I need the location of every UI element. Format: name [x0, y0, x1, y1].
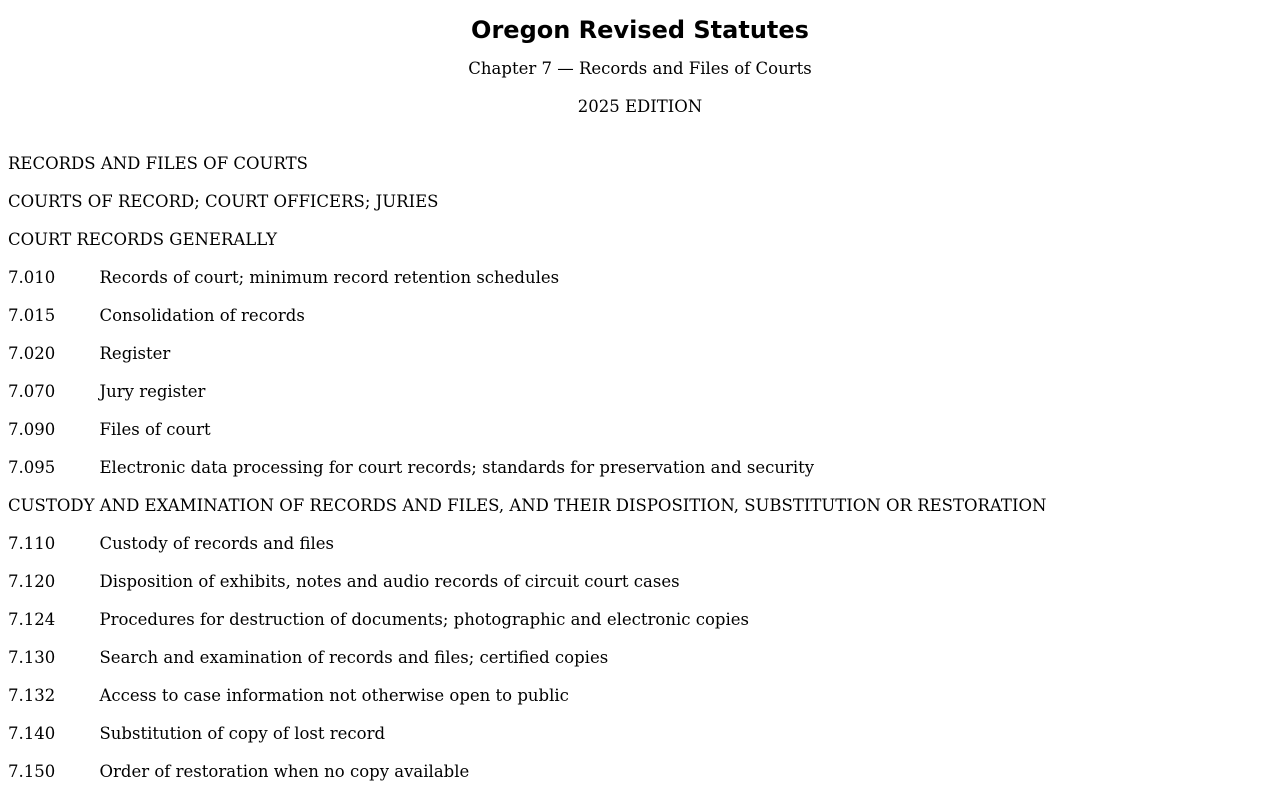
section-title: Files of court [99, 420, 211, 439]
section-title: Order of restoration when no copy available [99, 762, 470, 781]
toc-section-row [8, 419, 1272, 457]
section-number: 7.015 [8, 306, 56, 325]
section-number: 7.020 [8, 344, 56, 363]
toc-section-row [8, 685, 1272, 723]
section-number: 7.132 [8, 686, 56, 705]
toc-heading: RECORDS AND FILES OF COURTS [8, 154, 308, 173]
section-number: 7.095 [8, 458, 56, 477]
section-number: 7.130 [8, 648, 56, 667]
toc-section-row [8, 267, 1272, 305]
toc-section-row [8, 571, 1272, 609]
toc-section-row [8, 647, 1272, 685]
section-title: Disposition of exhibits, notes and audio records of circuit court cases [99, 572, 680, 591]
section-number: 7.150 [8, 762, 56, 781]
section-title: Records of court; minimum record retention schedules [99, 268, 560, 287]
section-title: Jury register [99, 382, 206, 401]
toc-section-row [8, 305, 1272, 343]
table-of-contents [8, 153, 1272, 799]
section-title: Custody of records and files [99, 534, 334, 553]
section-title: Access to case information not otherwise open to public [99, 686, 569, 705]
toc-section-row [8, 381, 1272, 419]
chapter-subtitle: Chapter 7 — Records and Files of Courts [468, 59, 812, 78]
page-title: Oregon Revised Statutes [471, 16, 809, 44]
edition-label: 2025 EDITION [577, 97, 703, 116]
section-number: 7.120 [8, 572, 56, 591]
toc-section-row [8, 533, 1272, 571]
section-number: 7.090 [8, 420, 56, 439]
toc-section-row [8, 343, 1272, 381]
toc-heading: CUSTODY AND EXAMINATION OF RECORDS AND FILES, AND THEIR DISPOSITION, SUBSTITUTION OR RESTORATION [8, 496, 1047, 515]
section-title: Register [99, 344, 171, 363]
section-title: Procedures for destruction of documents; photographic and electronic copies [99, 610, 749, 629]
section-title: Electronic data processing for court records; standards for preservation and security [99, 458, 815, 477]
section-number: 7.110 [8, 534, 56, 553]
toc-section-row [8, 457, 1272, 495]
section-title: Substitution of copy of lost record [99, 724, 386, 743]
toc-heading: COURTS OF RECORD; COURT OFFICERS; JURIES [8, 192, 439, 211]
section-number: 7.010 [8, 268, 56, 287]
section-number: 7.124 [8, 610, 56, 629]
section-title: Search and examination of records and files; certified copies [99, 648, 609, 667]
toc-section-row [8, 723, 1272, 761]
section-number: 7.140 [8, 724, 56, 743]
toc-section-row [8, 609, 1272, 647]
section-number: 7.070 [8, 382, 56, 401]
section-title: Consolidation of records [99, 306, 305, 325]
toc-section-row [8, 761, 1272, 799]
toc-heading: COURT RECORDS GENERALLY [8, 230, 278, 249]
